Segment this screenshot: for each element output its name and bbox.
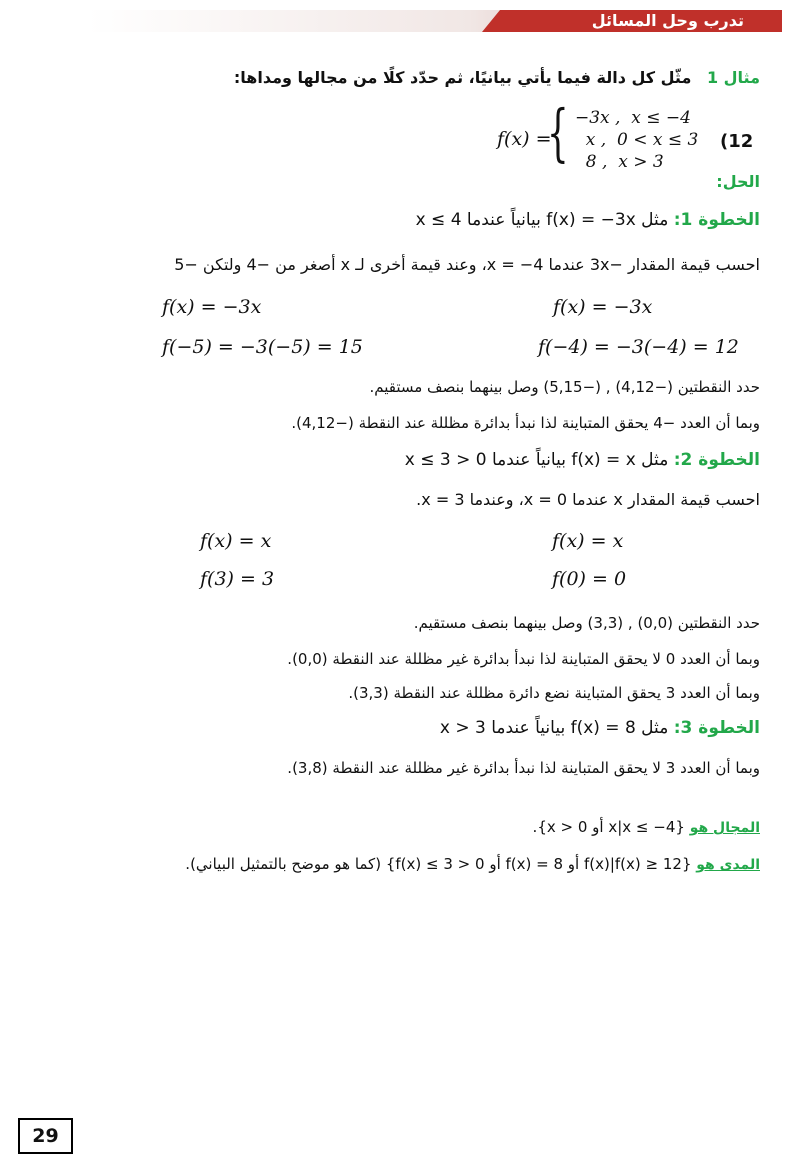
example-instruction: مثّل كل دالة فيما يأتي بيانيًا، ثم حدّد كلًا من مجالها ومداها:	[233, 68, 692, 87]
piecewise-function	[465, 96, 765, 180]
step2-eq-left-1: f(x) = x	[200, 530, 272, 552]
function-name: f(x) =	[497, 128, 552, 150]
step1-eq-right-1: f(x) = −3x	[553, 296, 653, 318]
step1-text: مثل f(x) = −3x بيانياً عندما x ≤ 4	[415, 210, 669, 230]
range-label: المدى هو	[696, 857, 760, 873]
case-3: 8 , x > 3	[575, 152, 664, 172]
step2-text: مثل f(x) = x بيانياً عندما 0 < x ≤ 3	[404, 450, 669, 470]
step2-label: الخطوة 2:	[673, 450, 760, 470]
step1-eq-left-2: f(−5) = −3(−5) = 15	[162, 336, 363, 358]
range-line	[185, 855, 760, 873]
step1-label: الخطوة 1:	[673, 210, 760, 230]
step1-note1: حدد النقطتين (−4,12) , (−5,15) وصل بينهما بنصف مستقيم.	[369, 378, 760, 396]
step1-line	[416, 210, 760, 230]
step2-compute: احسب قيمة المقدار x عندما x = 0، وعندما x = 3.	[416, 490, 760, 509]
step2-eq-right-1: f(x) = x	[552, 530, 624, 552]
step3-label: الخطوة 3:	[673, 718, 760, 738]
step3-note1: وبما أن العدد 3 لا يحقق المتباينة لذا نبدأ بدائرة غير مظللة عند النقطة (3,8).	[287, 759, 760, 777]
step1-eq-right-2: f(−4) = −3(−4) = 12	[538, 336, 739, 358]
range-note: (كما هو موضح بالتمثيل البياني).	[185, 855, 382, 873]
step1-eq-left-1: f(x) = −3x	[162, 296, 262, 318]
range-text: {f(x)|f(x) ≥ 12 أو f(x) = 8 أو 0 < f(x) ≤ 3}	[385, 855, 692, 873]
case-1: −3x , x ≤ −4	[575, 108, 691, 128]
step2-eq-left-2: f(3) = 3	[200, 568, 275, 590]
example-label: مثال 1	[706, 68, 760, 87]
function-cases	[575, 107, 698, 173]
left-brace: {	[547, 96, 569, 169]
case-2: x , 0 < x ≤ 3	[575, 130, 699, 150]
domain-label: المجال هو	[689, 820, 760, 836]
step2-note2: وبما أن العدد 0 لا يحقق المتباينة لذا نبدأ بدائرة غير مظللة عند النقطة (0,0).	[287, 650, 760, 668]
page-number: 29	[18, 1118, 73, 1154]
step3-line	[440, 718, 760, 738]
step2-eq-right-2: f(0) = 0	[552, 568, 627, 590]
example-line	[234, 68, 760, 87]
domain-line	[533, 818, 760, 836]
section-title: تدرب وحل المسائل	[591, 11, 744, 30]
step1-compute: احسب قيمة المقدار −3x عندما x = −4، وعند قيمة أخرى لـ x أصغر من −4 ولتكن −5	[174, 255, 760, 274]
problem-number: (12	[720, 131, 754, 152]
step2-note1: حدد النقطتين (0,0) , (3,3) وصل بينهما بنصف مستقيم.	[413, 614, 760, 632]
section-header-bar	[88, 10, 782, 32]
step3-text: مثل f(x) = 8 بيانياً عندما x > 3	[439, 718, 669, 738]
solution-label: الحل:	[716, 172, 760, 191]
step2-line	[405, 450, 760, 470]
step1-note2: وبما أن العدد −4 يحقق المتباينة لذا نبدأ بدائرة مظللة عند النقطة (−4,12).	[291, 414, 760, 432]
domain-text: {x|x ≤ −4 أو x > 0}.	[532, 818, 685, 836]
step2-note3: وبما أن العدد 3 يحقق المتباينة نضع دائرة مظللة عند النقطة (3,3).	[348, 684, 760, 702]
